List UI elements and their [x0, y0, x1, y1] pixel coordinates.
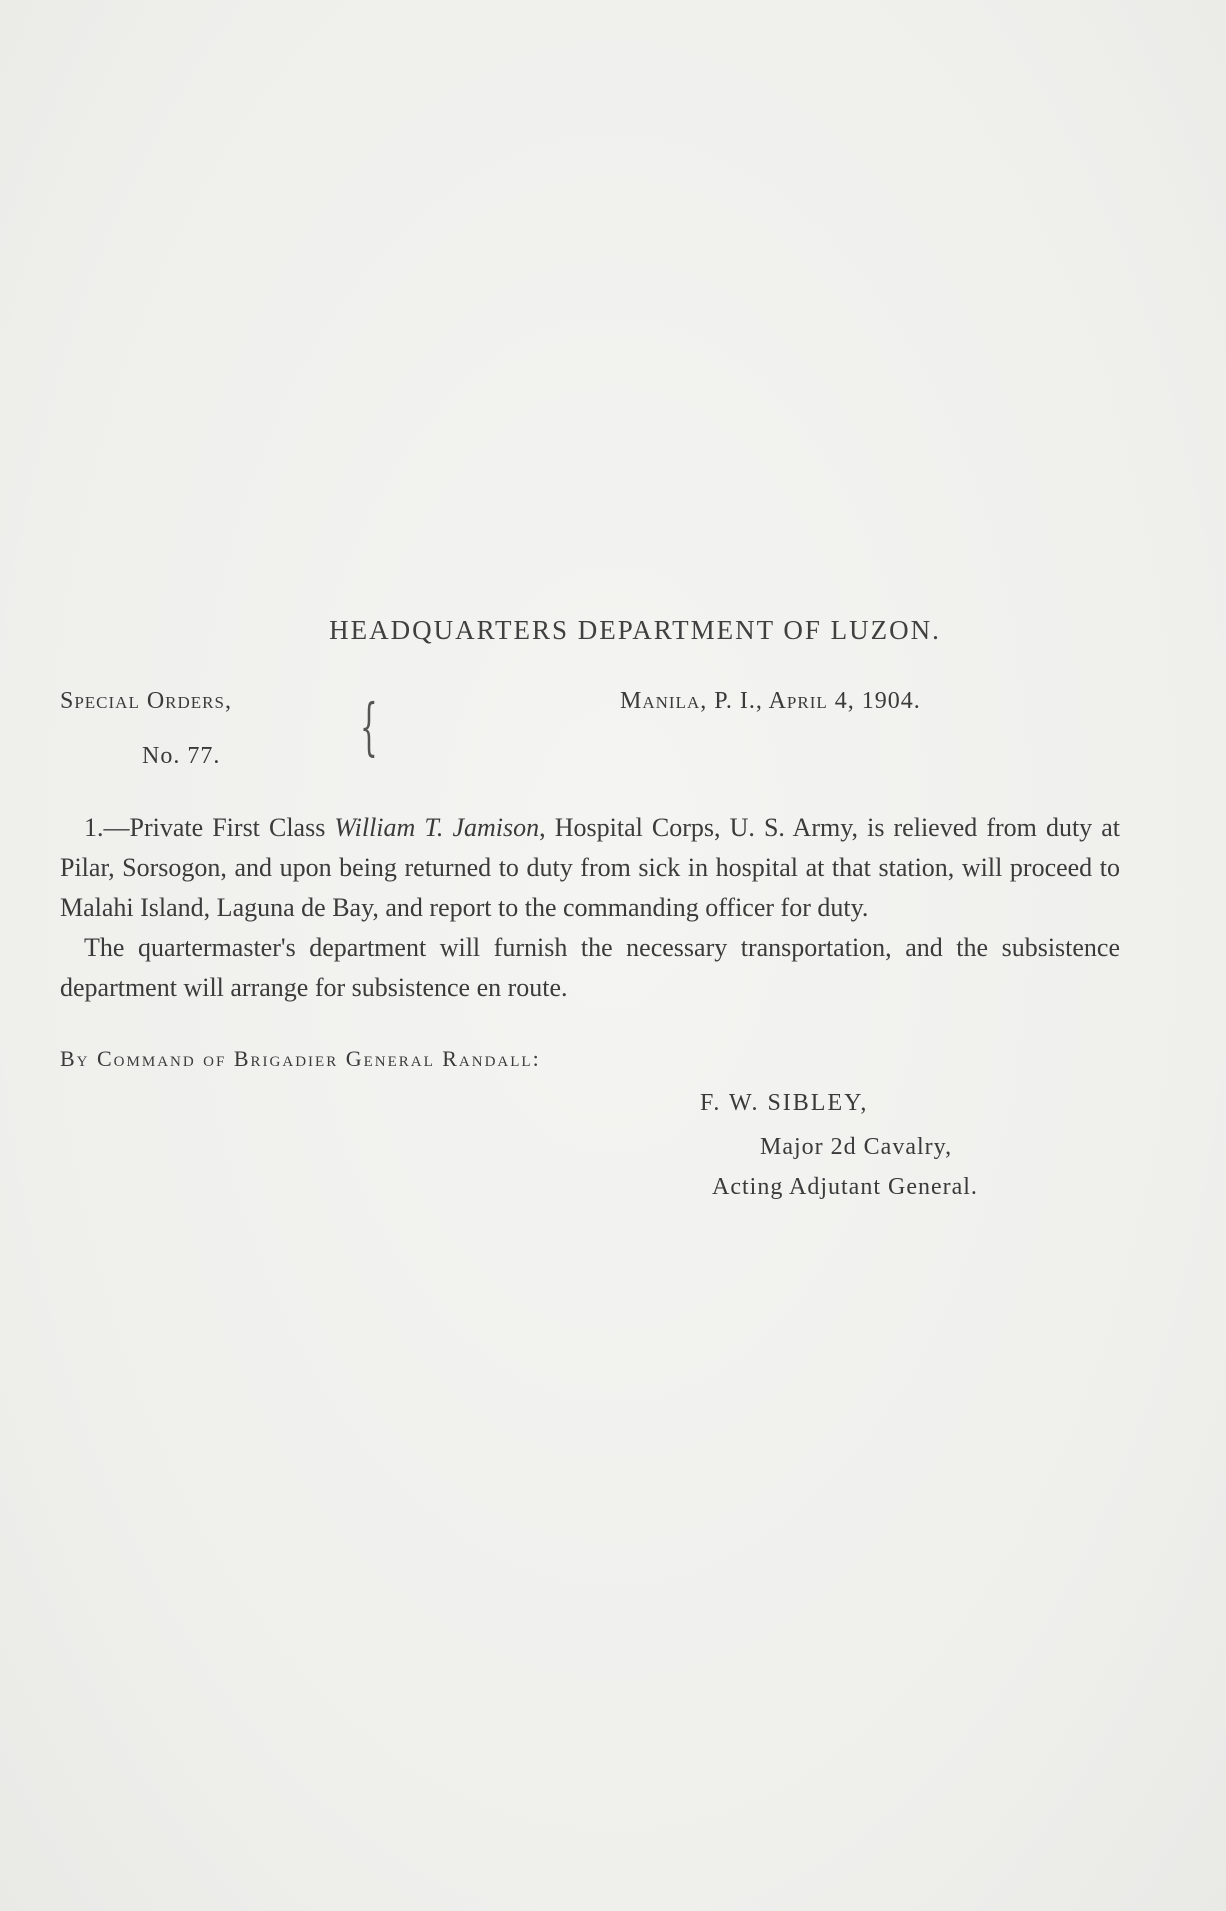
place-date: Manila, P. I., April 4, 1904.: [620, 688, 921, 714]
paragraph-1-name: William T. Jamison: [334, 813, 540, 842]
orders-label: Special Orders,: [60, 688, 232, 714]
special-orders-document: [60, 615, 1120, 1230]
order-body: [60, 808, 1120, 1008]
orders-designation: [60, 688, 232, 770]
signatory-title: Acting Adjutant General.: [712, 1174, 978, 1200]
orders-number: No. 77.: [142, 743, 221, 769]
paragraph-2: The quartermaster's department will furnish the necessary transportation, and the subsistence department will arrange for subsistence en route.: [60, 933, 1120, 1002]
paragraph-1-rest: , Hospital Corps, U. S. Army, is relieved from duty at Pilar, Sorsogon, and upon being returned to duty from sick in hospital at that station, will proceed to Malahi Island, Laguna de Bay, and report to the commanding officer for duty.: [60, 813, 1121, 922]
command-line: By Command of Brigadier General Randall:: [60, 1046, 541, 1071]
brace-glyph: {: [360, 690, 378, 763]
paragraph-1: [60, 808, 1120, 928]
order-header: [60, 688, 1120, 798]
signatory-name: F. W. SIBLEY,: [700, 1090, 869, 1116]
document-heading: HEADQUARTERS DEPARTMENT OF LUZON.: [329, 615, 941, 645]
paragraph-1-lead: 1.—Private First Class: [84, 813, 335, 842]
signatory-rank: Major 2d Cavalry,: [760, 1134, 953, 1160]
signature-block: [60, 1090, 1120, 1230]
